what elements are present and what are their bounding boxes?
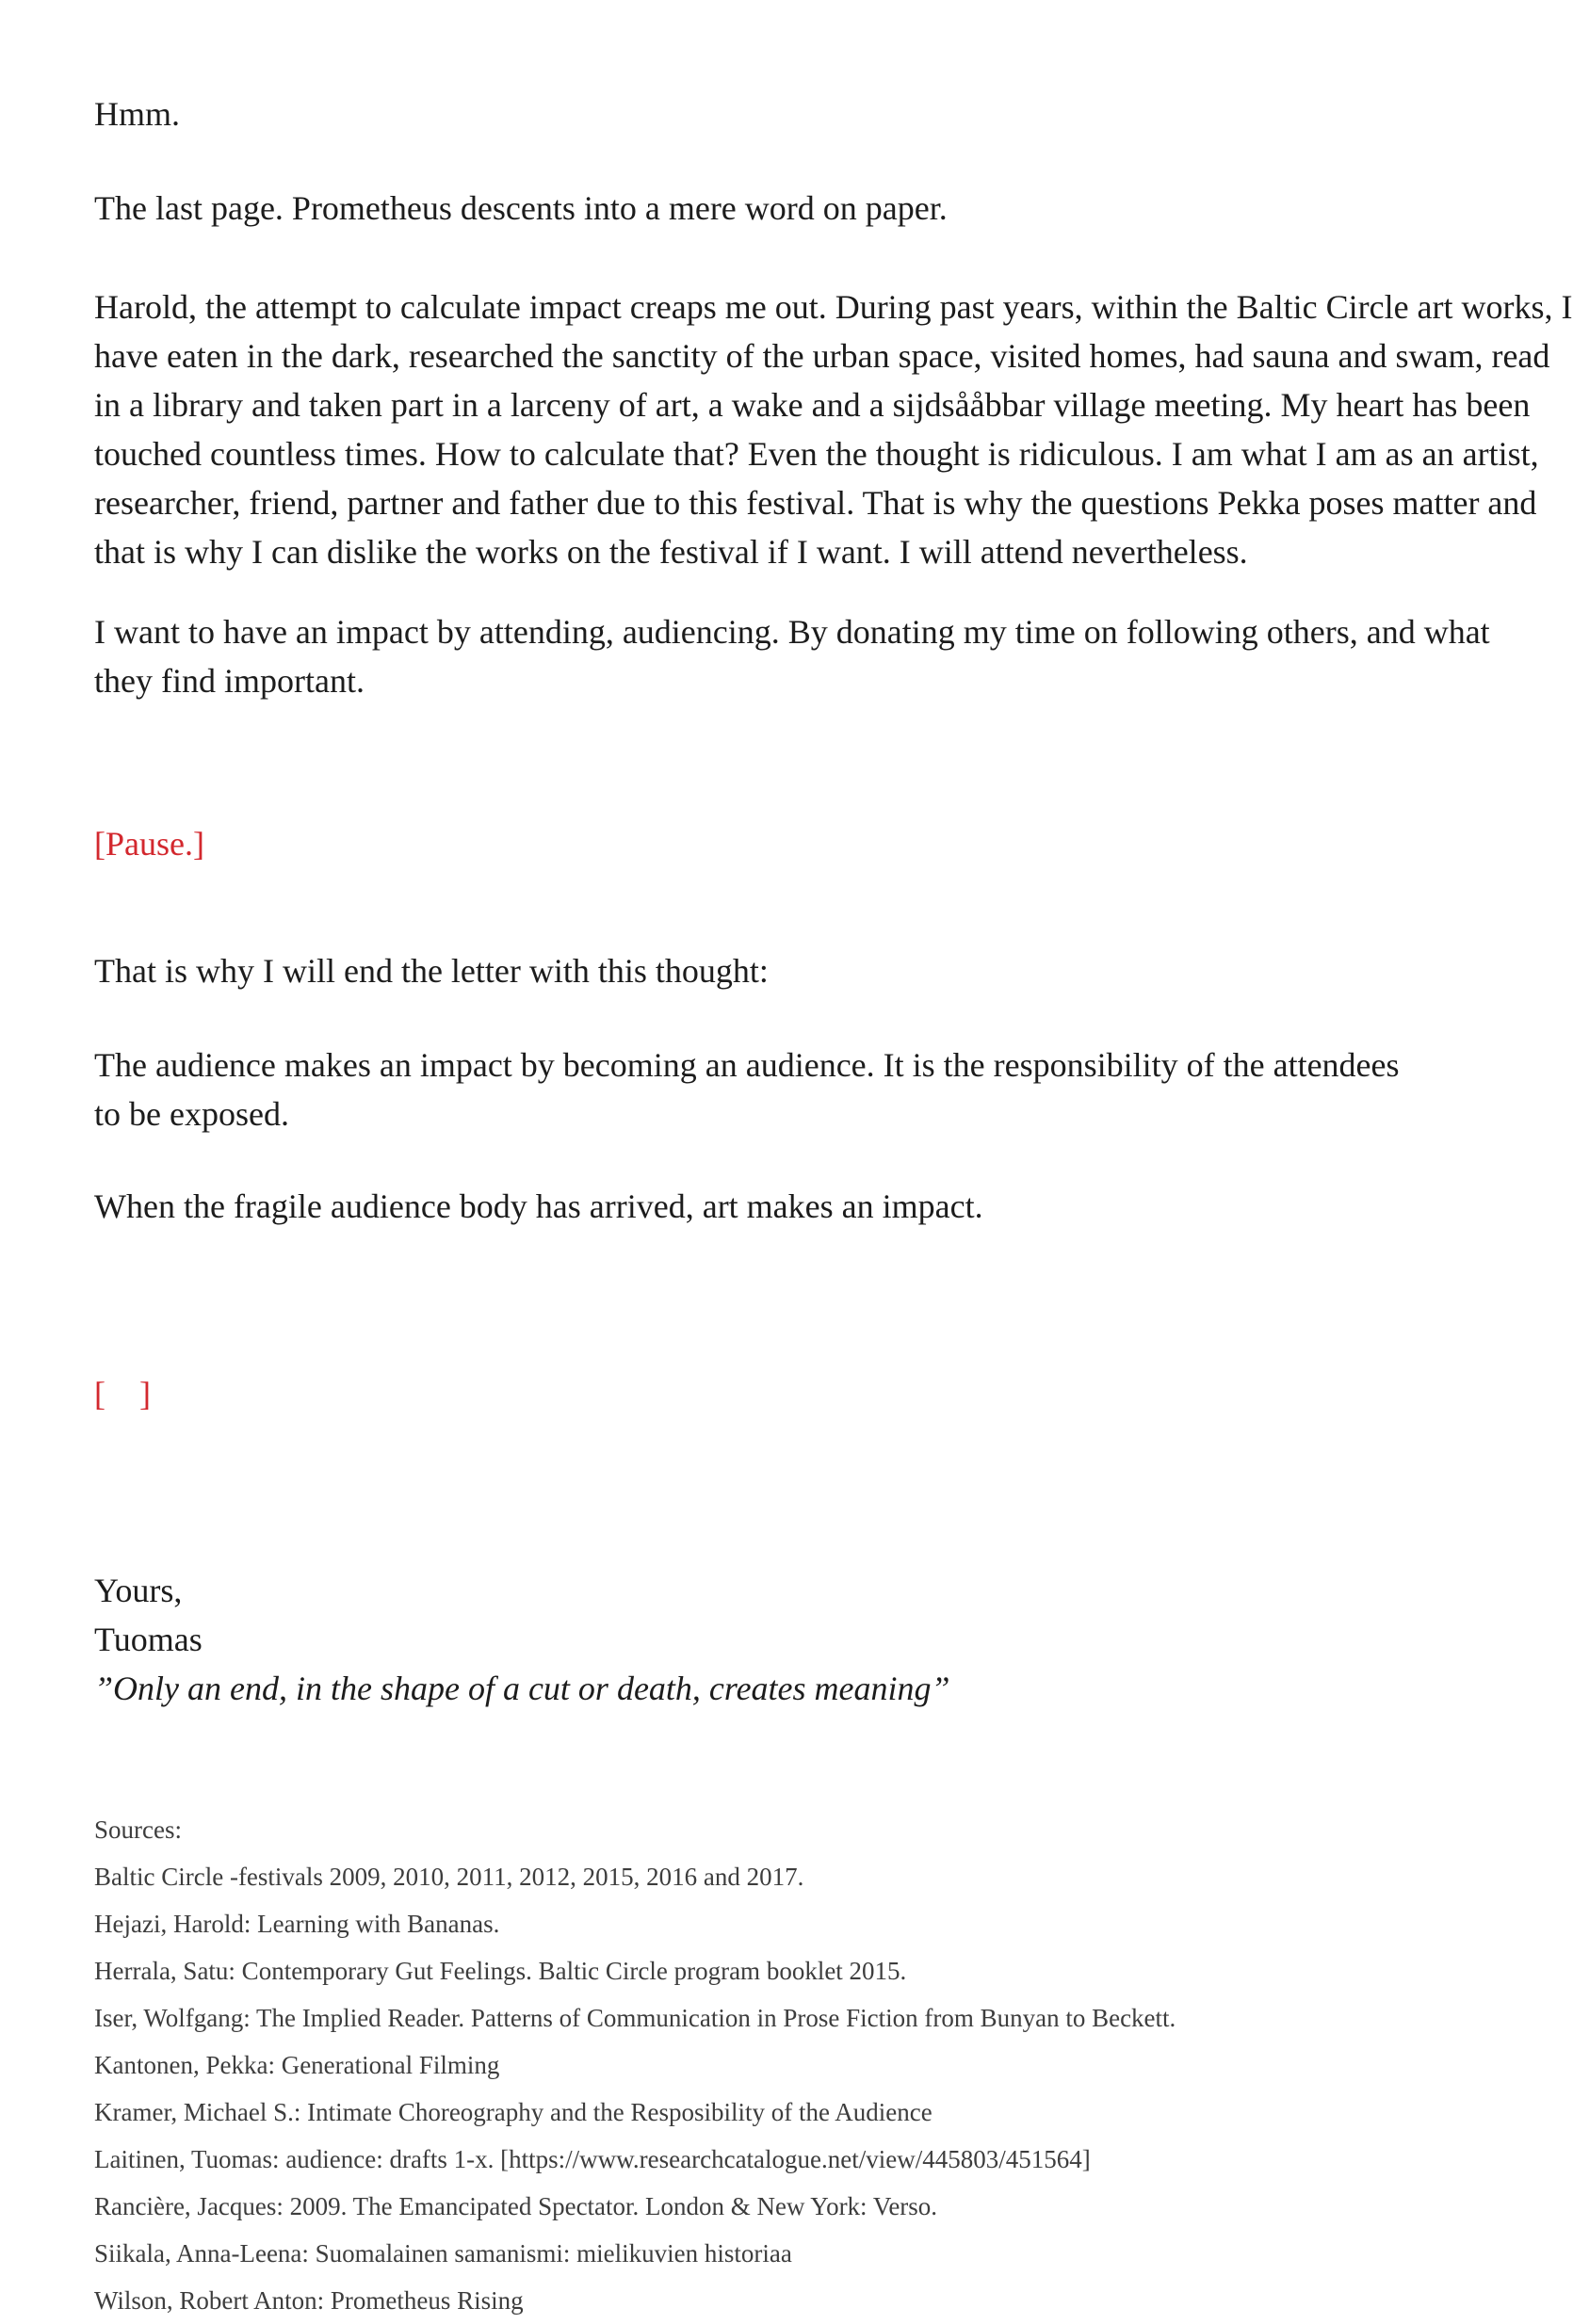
closing-quote: ”Only an end, in the shape of a cut or death, creates meaning”	[94, 1670, 950, 1707]
paragraph-line: in a library and taken part in a larceny of art, a wake and a sijdsååbbar village meeting. My heart has been	[94, 386, 1531, 424]
paragraph-line: Hmm.	[94, 95, 181, 133]
closing-name: Tuomas	[94, 1621, 203, 1658]
paragraph-line: When the fragile audience body has arrived, art makes an impact.	[94, 1187, 983, 1225]
closing-salutation: Yours,	[94, 1572, 183, 1609]
source-item: Siikala, Anna-Leena: Suomalainen samanismi: mielikuvien historiaa	[94, 2239, 792, 2268]
source-item: Herrala, Satu: Contemporary Gut Feelings. Baltic Circle program booklet 2015.	[94, 1957, 907, 1985]
paragraph-line: researcher, friend, partner and father due to this festival. That is why the questions Pekka poses matter and	[94, 484, 1537, 522]
paragraph-line: they find important.	[94, 662, 365, 700]
paragraph-harold	[94, 282, 1573, 576]
source-item: Kantonen, Pekka: Generational Filming	[94, 2051, 500, 2079]
source-item: Iser, Wolfgang: The Implied Reader. Patterns of Communication in Prose Fiction from Bunyan to Beckett.	[94, 2004, 1176, 2032]
source-item: Kramer, Michael S.: Intimate Choreography and the Resposibility of the Audience	[94, 2098, 932, 2126]
paragraph-line: touched countless times. How to calculate that? Even the thought is ridiculous. I am what I am as an artist,	[94, 435, 1539, 473]
signature-block	[94, 1566, 1464, 1713]
source-item: Wilson, Robert Anton: Prometheus Rising	[94, 2286, 524, 2315]
paragraph-line: Harold, the attempt to calculate impact creaps me out. During past years, within the Baltic Circle art works, I	[94, 288, 1573, 326]
source-item: Laitinen, Tuomas: audience: drafts 1-x. [https://www.researchcatalogue.net/view/445803/451564]	[94, 2145, 1091, 2173]
sources-section	[94, 1806, 1464, 2324]
paragraph-line: I want to have an impact by attending, audiencing. By donating my time on following others, and what	[94, 613, 1490, 651]
paragraph-line: have eaten in the dark, researched the sanctity of the urban space, visited homes, had sauna and swam, read	[94, 337, 1550, 375]
pause-marker-text: [Pause.]	[94, 825, 204, 863]
paragraph-line: that is why I can dislike the works on the festival if I want. I will attend nevertheless.	[94, 533, 1248, 571]
empty-brackets-marker	[94, 1271, 1464, 1516]
source-item: Hejazi, Harold: Learning with Bananas.	[94, 1910, 500, 1938]
paragraph-opening	[94, 89, 1464, 138]
source-item: Baltic Circle -festivals 2009, 2010, 2011, 2012, 2015, 2016 and 2017.	[94, 1863, 804, 1891]
empty-brackets-text: [ ]	[94, 1375, 151, 1412]
paragraph-last-page	[94, 184, 1464, 233]
source-item: Rancière, Jacques: 2009. The Emancipated Spectator. London & New York: Verso.	[94, 2192, 938, 2220]
paragraph-line: The last page. Prometheus descents into a mere word on paper.	[94, 189, 948, 227]
paragraph-line: The audience makes an impact by becoming an audience. It is the responsibility of the attendees	[94, 1046, 1400, 1084]
paragraph-end-thought	[94, 946, 1464, 995]
paragraph-line: to be exposed.	[94, 1095, 289, 1133]
pause-marker	[94, 819, 1464, 868]
sources-label: Sources:	[94, 1816, 182, 1844]
paragraph-audience	[94, 1041, 1464, 1138]
paragraph-impact	[94, 607, 1490, 705]
paragraph-fragile	[94, 1182, 1464, 1231]
paragraph-line: That is why I will end the letter with this thought:	[94, 952, 769, 990]
